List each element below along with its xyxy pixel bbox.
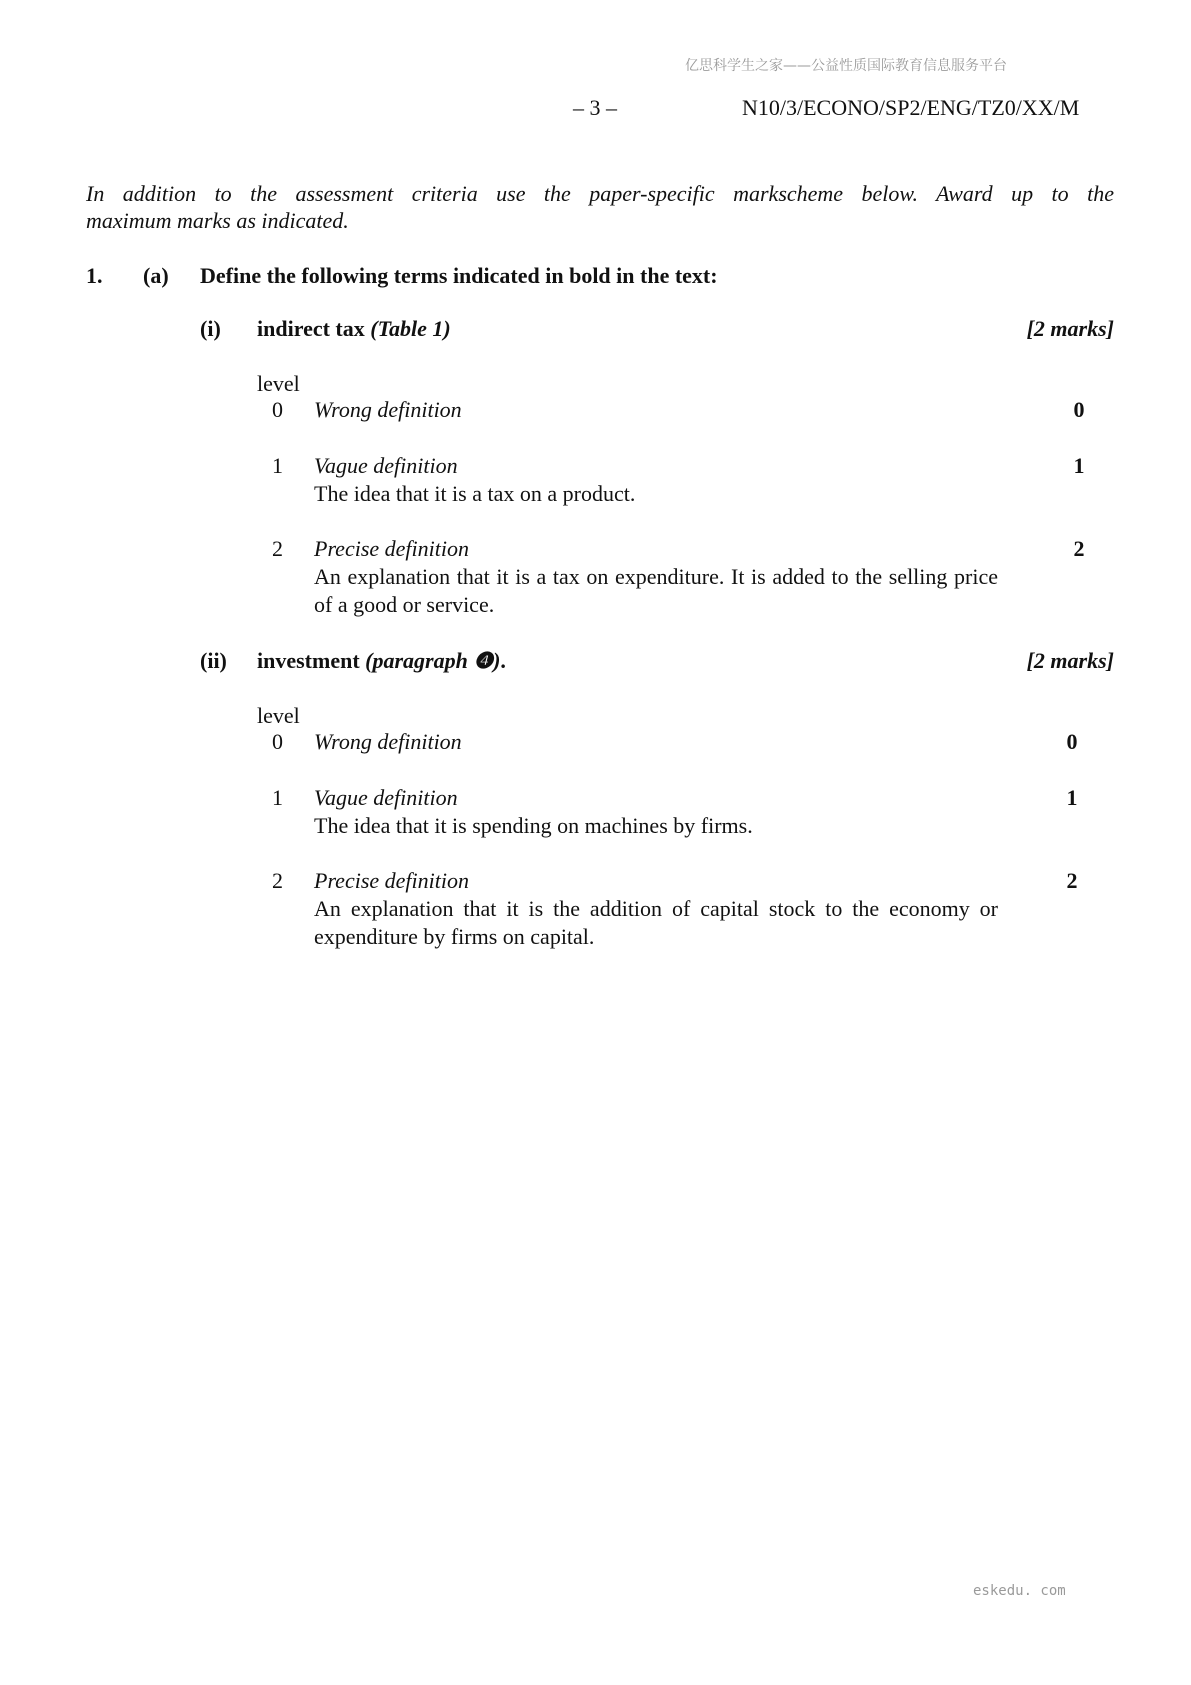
subquestion-ii-level-2-title: Precise definition xyxy=(314,868,469,893)
subquestion-i-level-1-title: Vague definition xyxy=(314,453,458,478)
subquestion-ii-label: (ii) xyxy=(200,648,227,673)
subquestion-i-level-2-mark: 2 xyxy=(1073,536,1085,561)
subquestion-ii-level-2-description: An explanation that it is the addition of capital stock to the economy or expenditure by firms on capital. xyxy=(314,896,998,949)
subquestion-ii-level-0-mark: 0 xyxy=(1066,729,1078,754)
subquestion-ii-level-1-mark: 1 xyxy=(1066,785,1078,810)
subquestion-i-level-0-number: 0 xyxy=(272,397,283,422)
subquestion-ii-level-0-title: Wrong definition xyxy=(314,729,462,754)
subquestion-ii-level-heading: level xyxy=(257,703,300,728)
subquestion-ii-level-2-number: 2 xyxy=(272,868,283,893)
subquestion-ii-term xyxy=(257,648,506,674)
subquestion-i-term xyxy=(257,316,451,342)
subquestion-ii-reference: (paragraph ❹) xyxy=(365,648,501,673)
subquestion-i-term-text: indirect tax xyxy=(257,316,365,341)
subquestion-i-level-1-mark: 1 xyxy=(1073,453,1085,478)
instructions-line-1: In addition to the assessment criteria use the paper-specific markscheme below. Award up to the xyxy=(86,181,1114,206)
subquestion-ii-term-suffix: . xyxy=(500,648,506,673)
subquestion-i-level-0-mark: 0 xyxy=(1073,397,1085,422)
question-number: 1. xyxy=(86,263,103,288)
page-number: – 3 – xyxy=(573,95,617,120)
subquestion-ii-level-1-title: Vague definition xyxy=(314,785,458,810)
subquestion-ii-marks: [2 marks] xyxy=(1026,648,1114,673)
subquestion-i-reference: (Table 1) xyxy=(370,316,451,341)
watermark-bottom: eskedu. com xyxy=(973,1583,1066,1599)
subquestion-ii-level-0-number: 0 xyxy=(272,729,283,754)
instructions-line-2: maximum marks as indicated. xyxy=(86,208,349,233)
question-text: Define the following terms indicated in bold in the text: xyxy=(200,263,718,288)
subquestion-i-level-2-title: Precise definition xyxy=(314,536,469,561)
subquestion-ii-level-2-mark: 2 xyxy=(1066,868,1078,893)
question-part: (a) xyxy=(143,263,169,288)
watermark-top: 亿思科学生之家——公益性质国际教育信息服务平台 xyxy=(685,58,1007,74)
subquestion-i-level-1-description: The idea that it is a tax on a product. xyxy=(314,481,636,506)
subquestion-i-level-heading: level xyxy=(257,371,300,396)
subquestion-ii-level-1-number: 1 xyxy=(272,785,283,810)
subquestion-i-level-1-number: 1 xyxy=(272,453,283,478)
document-code: N10/3/ECONO/SP2/ENG/TZ0/XX/M xyxy=(742,95,1080,120)
subquestion-i-marks: [2 marks] xyxy=(1026,316,1114,341)
instructions-paragraph xyxy=(86,180,1114,234)
subquestion-i-label: (i) xyxy=(200,316,221,341)
subquestion-i-level-0-title: Wrong definition xyxy=(314,397,462,422)
subquestion-i-level-2-description: An explanation that it is a tax on expenditure. It is added to the selling price of a good or service. xyxy=(314,564,998,617)
subquestion-i-level-2-number: 2 xyxy=(272,536,283,561)
subquestion-ii-term-text: investment xyxy=(257,648,360,673)
subquestion-ii-level-1-description: The idea that it is spending on machines by firms. xyxy=(314,813,753,838)
